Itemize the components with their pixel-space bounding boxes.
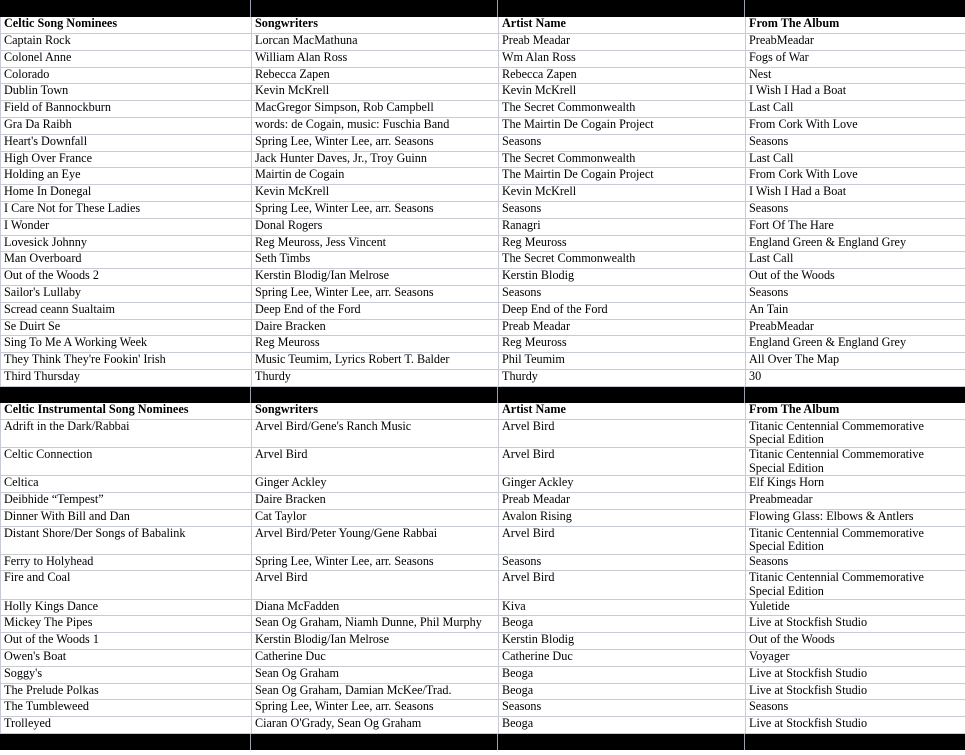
table-row (1, 151, 965, 168)
table-cell: Deep End of the Ford (499, 302, 746, 319)
table-cell: Celtica (1, 476, 252, 493)
table-cell: Ginger Ackley (499, 476, 746, 493)
column-header: Songwriters (252, 17, 499, 34)
table-cell: William Alan Ross (252, 50, 499, 67)
table-cell: I Care Not for These Ladies (1, 201, 252, 218)
table-cell: Kiva (499, 599, 746, 616)
table-row (1, 336, 965, 353)
header-row (1, 403, 965, 420)
table-cell: Daire Bracken (252, 319, 499, 336)
table-cell: Se Duirt Se (1, 319, 252, 336)
table-row (1, 50, 965, 67)
table-cell: Ciaran O'Grady, Sean Og Graham (252, 717, 499, 734)
table-row (1, 650, 965, 667)
table-cell: Thurdy (499, 369, 746, 386)
table-row (1, 571, 965, 599)
celtic-instrumental-nominees-table (0, 403, 965, 734)
table-row (1, 700, 965, 717)
column-header: Artist Name (499, 17, 746, 34)
table-cell: Catherine Duc (252, 650, 499, 667)
table-cell: Cat Taylor (252, 509, 499, 526)
table-row (1, 34, 965, 51)
table-cell: The Secret Commonwealth (499, 252, 746, 269)
table-cell: Titanic Centennial Commemorative Special Edition (746, 526, 965, 554)
table-row (1, 185, 965, 202)
table-row (1, 476, 965, 493)
table-cell: Seasons (499, 700, 746, 717)
table-row (1, 218, 965, 235)
table-cell: Seasons (746, 554, 965, 571)
table-cell: From Cork With Love (746, 117, 965, 134)
header-row (1, 17, 965, 34)
table-row (1, 683, 965, 700)
table-row (1, 67, 965, 84)
table-cell: Live at Stockfish Studio (746, 717, 965, 734)
table-cell: Sing To Me A Working Week (1, 336, 252, 353)
table-cell: Phil Teumim (499, 353, 746, 370)
table-cell: Arvel Bird/Peter Young/Gene Rabbai (252, 526, 499, 554)
table-cell: Seasons (499, 554, 746, 571)
table-cell: Beoga (499, 717, 746, 734)
table-row (1, 633, 965, 650)
table-cell: Arvel Bird (499, 447, 746, 475)
table-cell: Spring Lee, Winter Lee, arr. Seasons (252, 285, 499, 302)
table-cell: Captain Rock (1, 34, 252, 51)
table-cell: Arvel Bird (499, 526, 746, 554)
table-cell: Arvel Bird (499, 419, 746, 447)
column-header: Songwriters (252, 403, 499, 420)
table-cell: Kerstin Blodig (499, 633, 746, 650)
table-row (1, 117, 965, 134)
table-cell: Colonel Anne (1, 50, 252, 67)
table-cell: Scread ceann Sualtaim (1, 302, 252, 319)
table-cell: Live at Stockfish Studio (746, 683, 965, 700)
table-cell: Preab Meadar (499, 34, 746, 51)
table-cell: Beoga (499, 616, 746, 633)
table-cell: Titanic Centennial Commemorative Special Edition (746, 571, 965, 599)
top-divider-bar (0, 0, 965, 17)
table-cell: High Over France (1, 151, 252, 168)
column-header: Artist Name (499, 403, 746, 420)
table-cell: The Mairtin De Cogain Project (499, 168, 746, 185)
table-row (1, 168, 965, 185)
table-cell: Preab Meadar (499, 492, 746, 509)
table-cell: All Over The Map (746, 353, 965, 370)
table-row (1, 419, 965, 447)
table-cell: Field of Bannockburn (1, 101, 252, 118)
table-cell: Distant Shore/Der Songs of Babalink (1, 526, 252, 554)
bottom-divider-bar (0, 734, 965, 750)
table-cell: Preabmeadar (746, 492, 965, 509)
table-cell: Ginger Ackley (252, 476, 499, 493)
table-cell: Kevin McKrell (252, 185, 499, 202)
table-cell: Fort Of The Hare (746, 218, 965, 235)
table-cell: Gra Da Raibh (1, 117, 252, 134)
table-cell: England Green & England Grey (746, 235, 965, 252)
table-cell: Celtic Connection (1, 447, 252, 475)
table-cell: Spring Lee, Winter Lee, arr. Seasons (252, 700, 499, 717)
table-row (1, 369, 965, 386)
table-cell: Yuletide (746, 599, 965, 616)
table-row (1, 302, 965, 319)
table-cell: Beoga (499, 666, 746, 683)
table-cell: Colorado (1, 67, 252, 84)
table-cell: The Tumbleweed (1, 700, 252, 717)
table-cell: Lovesick Johnny (1, 235, 252, 252)
table-cell: Reg Meuross (499, 336, 746, 353)
column-header: Celtic Song Nominees (1, 17, 252, 34)
table-row (1, 447, 965, 475)
table-cell: Voyager (746, 650, 965, 667)
table-cell: Wm Alan Ross (499, 50, 746, 67)
table-cell: Elf Kings Horn (746, 476, 965, 493)
table-row (1, 616, 965, 633)
table-cell: Seasons (746, 285, 965, 302)
table-row (1, 666, 965, 683)
table-row (1, 509, 965, 526)
table-cell: Arvel Bird (499, 571, 746, 599)
table-row (1, 84, 965, 101)
table-cell: Sean Og Graham, Niamh Dunne, Phil Murphy (252, 616, 499, 633)
table-cell: Reg Meuross (252, 336, 499, 353)
table-cell: The Secret Commonwealth (499, 101, 746, 118)
table-cell: Dublin Town (1, 84, 252, 101)
table-row (1, 353, 965, 370)
table-cell: Flowing Glass: Elbows & Antlers (746, 509, 965, 526)
table-row (1, 269, 965, 286)
table-cell: Lorcan MacMathuna (252, 34, 499, 51)
table-cell: Titanic Centennial Commemorative Special Edition (746, 447, 965, 475)
table-row (1, 134, 965, 151)
table-cell: Fire and Coal (1, 571, 252, 599)
table-row (1, 101, 965, 118)
table-cell: Adrift in the Dark/Rabbai (1, 419, 252, 447)
table-cell: Sailor's Lullaby (1, 285, 252, 302)
table-cell: Seasons (499, 201, 746, 218)
table-cell: MacGregor Simpson, Rob Campbell (252, 101, 499, 118)
table-cell: Kerstin Blodig/Ian Melrose (252, 269, 499, 286)
table-cell: Spring Lee, Winter Lee, arr. Seasons (252, 201, 499, 218)
table-cell: Jack Hunter Daves, Jr., Troy Guinn (252, 151, 499, 168)
table-cell: Diana McFadden (252, 599, 499, 616)
table-cell: Holly Kings Dance (1, 599, 252, 616)
column-header: From The Album (746, 17, 965, 34)
table-cell: They Think They're Fookin' Irish (1, 353, 252, 370)
table-cell: Live at Stockfish Studio (746, 616, 965, 633)
table-cell: Soggy's (1, 666, 252, 683)
table-cell: The Mairtin De Cogain Project (499, 117, 746, 134)
table-cell: Home In Donegal (1, 185, 252, 202)
table-cell: Rebecca Zapen (499, 67, 746, 84)
table-cell: Out of the Woods (746, 633, 965, 650)
table-cell: Titanic Centennial Commemorative Special Edition (746, 419, 965, 447)
table-cell: Rebecca Zapen (252, 67, 499, 84)
table-cell: Out of the Woods 1 (1, 633, 252, 650)
table-cell: 30 (746, 369, 965, 386)
table-row (1, 252, 965, 269)
column-header: From The Album (746, 403, 965, 420)
table-cell: Arvel Bird/Gene's Ranch Music (252, 419, 499, 447)
table-cell: Seth Timbs (252, 252, 499, 269)
table-cell: Preab Meadar (499, 319, 746, 336)
table-cell: Seasons (499, 134, 746, 151)
table-cell: I Wish I Had a Boat (746, 185, 965, 202)
table-cell: Kerstin Blodig/Ian Melrose (252, 633, 499, 650)
table-cell: Thurdy (252, 369, 499, 386)
table-cell: An Tain (746, 302, 965, 319)
table-cell: Nest (746, 67, 965, 84)
table-cell: Reg Meuross, Jess Vincent (252, 235, 499, 252)
table-cell: Out of the Woods (746, 269, 965, 286)
table-row (1, 285, 965, 302)
table-cell: Deibhide “Tempest” (1, 492, 252, 509)
table-cell: Dinner With Bill and Dan (1, 509, 252, 526)
table-cell: Deep End of the Ford (252, 302, 499, 319)
table-cell: Fogs of War (746, 50, 965, 67)
table-cell: Kerstin Blodig (499, 269, 746, 286)
table-cell: The Secret Commonwealth (499, 151, 746, 168)
table-cell: From Cork With Love (746, 168, 965, 185)
table-cell: Ranagri (499, 218, 746, 235)
table-row (1, 526, 965, 554)
table-cell: Trolleyed (1, 717, 252, 734)
table-row (1, 717, 965, 734)
table-cell: Sean Og Graham, Damian McKee/Trad. (252, 683, 499, 700)
table-cell: Man Overboard (1, 252, 252, 269)
table-cell: Last Call (746, 101, 965, 118)
table-cell: Seasons (746, 134, 965, 151)
table-cell: England Green & England Grey (746, 336, 965, 353)
table-cell: Daire Bracken (252, 492, 499, 509)
celtic-song-nominees-table (0, 17, 965, 387)
table-cell: The Prelude Polkas (1, 683, 252, 700)
table-row (1, 492, 965, 509)
table-cell: Ferry to Holyhead (1, 554, 252, 571)
section-divider-bar (0, 387, 965, 403)
table-cell: Spring Lee, Winter Lee, arr. Seasons (252, 134, 499, 151)
table-cell: Arvel Bird (252, 571, 499, 599)
table-cell: Avalon Rising (499, 509, 746, 526)
table-cell: PreabMeadar (746, 319, 965, 336)
table-cell: Holding an Eye (1, 168, 252, 185)
table-cell: Last Call (746, 252, 965, 269)
table-row (1, 319, 965, 336)
column-header: Celtic Instrumental Song Nominees (1, 403, 252, 420)
table-cell: Owen's Boat (1, 650, 252, 667)
table-cell: Mairtin de Cogain (252, 168, 499, 185)
table-cell: Seasons (499, 285, 746, 302)
table-cell: Third Thursday (1, 369, 252, 386)
table-cell: Music Teumim, Lyrics Robert T. Balder (252, 353, 499, 370)
table-row (1, 235, 965, 252)
table-row (1, 201, 965, 218)
table-cell: Mickey The Pipes (1, 616, 252, 633)
table-row (1, 554, 965, 571)
table-cell: I Wish I Had a Boat (746, 84, 965, 101)
table-cell: Donal Rogers (252, 218, 499, 235)
table-cell: Beoga (499, 683, 746, 700)
table-cell: Live at Stockfish Studio (746, 666, 965, 683)
table-cell: Seasons (746, 201, 965, 218)
table-cell: Out of the Woods 2 (1, 269, 252, 286)
table-cell: Kevin McKrell (252, 84, 499, 101)
table-cell: Kevin McKrell (499, 185, 746, 202)
table-cell: I Wonder (1, 218, 252, 235)
table-cell: Spring Lee, Winter Lee, arr. Seasons (252, 554, 499, 571)
table-cell: Kevin McKrell (499, 84, 746, 101)
table-cell: PreabMeadar (746, 34, 965, 51)
table-cell: Arvel Bird (252, 447, 499, 475)
table-cell: Sean Og Graham (252, 666, 499, 683)
table-cell: Reg Meuross (499, 235, 746, 252)
table-cell: words: de Cogain, music: Fuschia Band (252, 117, 499, 134)
table-cell: Last Call (746, 151, 965, 168)
table-row (1, 599, 965, 616)
table-cell: Seasons (746, 700, 965, 717)
table-cell: Catherine Duc (499, 650, 746, 667)
table-cell: Heart's Downfall (1, 134, 252, 151)
